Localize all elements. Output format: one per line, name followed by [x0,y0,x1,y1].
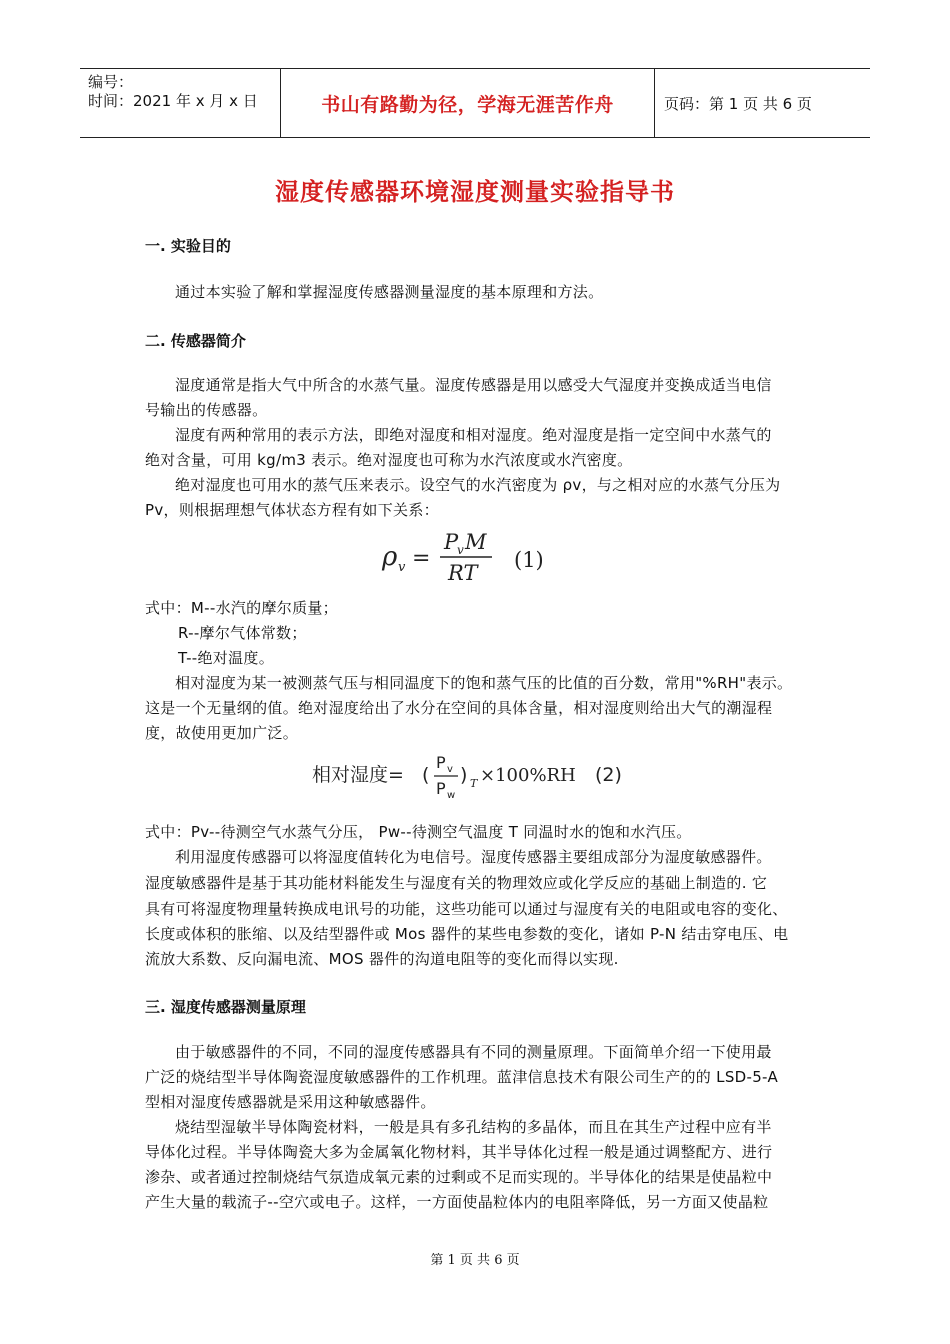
formula1-numerator-sub: v [457,543,464,557]
section-heading-intro: 二. 传感器简介 [145,332,246,350]
formula1-denominator: RT [448,561,478,585]
doc-code-label: 编号： [88,73,134,91]
formula-relative-humidity [310,748,650,804]
section-heading-purpose: 一. 实验目的 [145,237,231,255]
formula1-equals: = [412,546,431,571]
paragraph-line: 广泛的烧结型半导体陶瓷湿度敏感器件的工作机理。蓝津信息技术有限公司生产的的 LSD-5-A [145,1068,779,1086]
formula2-denominator: P [436,779,446,798]
paragraph-line: 具有可将湿度物理量转换成电讯号的功能，这些功能可以通过与湿度有关的电阻或电容的变化、 [145,900,788,918]
doc-time-label: 时间：2021 年 x 月 x 日 [88,92,258,110]
header-motto-cell [281,69,655,137]
formula2-close-paren: ) [460,764,468,786]
paragraph-line: 号输出的传感器。 [145,401,268,419]
paragraph-line: 导体化过程。半导体陶瓷大多为金属氧化物材料，其半导体化过程一般是通过调整配方、进行 [145,1143,773,1161]
paragraph-line: 湿度有两种常用的表示方法，即绝对湿度和相对湿度。绝对湿度是指一定空间中水蒸气的 [175,426,772,444]
formula2-denominator-sub: w [447,790,456,801]
section-heading-principle: 三. 湿度传感器测量原理 [145,998,306,1016]
header-page-cell [655,69,870,137]
paragraph-line: 利用湿度传感器可以将湿度值转化为电信号。湿度传感器主要组成部分为湿度敏感器件。 [175,848,772,866]
formula2-numerator: P [436,753,446,772]
paragraph-line: 烧结型湿敏半导体陶瓷材料，一般是具有多孔结构的多晶体，而且在其生产过程中应有半 [175,1118,772,1136]
motto-text: 书山有路勤为径，学海无涯苦作舟 [321,93,614,116]
paragraph-line: R--摩尔气体常数； [178,624,307,642]
paragraph-line: 这是一个无量纲的值。绝对湿度给出了水分在空间的具体含量，相对湿度则给出大气的潮湿程 [145,699,773,717]
paragraph-line: 由于敏感器件的不同，不同的湿度传感器具有不同的测量原理。下面简单介绍一下使用最 [175,1043,772,1061]
formula2-close-sub: T [470,777,478,790]
paragraph-line: 式中：M--水汽的摩尔质量； [145,599,338,617]
paragraph-line: 通过本实验了解和掌握湿度传感器测量湿度的基本原理和方法。 [175,283,604,301]
paragraph-line: 产生大量的载流子--空穴或电子。这样，一方面使晶粒体内的电阻率降低，另一方面又使晶粒 [145,1193,769,1211]
formula1-lhs-sub: v [398,560,406,575]
formula2-numerator-sub: v [447,764,453,775]
formula2-tag: (2) [595,764,622,786]
page-footer: 第 1 页 共 6 页 [430,1253,520,1268]
paragraph-line: Pv，则根据理想气体状态方程有如下关系： [145,501,439,519]
header-meta-cell [80,69,281,137]
paragraph-line: 型相对湿度传感器就是采用这种敏感器件。 [145,1093,436,1111]
header-table [80,68,870,138]
formula1-tag: (1) [514,548,544,572]
formula1-numerator-tail: M [465,530,487,554]
paragraph-line: 长度或体积的胀缩、以及结型器件或 Mos 器件的某些电参数的变化，诸如 P-N 结击穿电压、电 [145,925,789,943]
paragraph-line: 绝对含量，可用 kg/m3 表示。绝对湿度也可称为水汽浓度或水汽密度。 [145,451,633,469]
paragraph-line: 流放大系数、反向漏电流、MOS 器件的沟道电阻等的变化而得以实现. [145,950,619,968]
paragraph-line: 湿度敏感器件是基于其功能材料能发生与湿度有关的物理效应或化学反应的基础上制造的. 它 [145,874,768,892]
paragraph-line: 绝对湿度也可用水的蒸气压来表示。设空气的水汽密度为 ρv，与之相对应的水蒸气分压为 [175,476,781,494]
paragraph-line: 式中：Pv--待测空气水蒸气分压， Pw--待测空气温度 T 同温时水的饱和水汽压。 [145,823,692,841]
paragraph-line: 湿度通常是指大气中所含的水蒸气量。湿度传感器是用以感受大气湿度并变换成适当电信 [175,376,772,394]
formula2-lhs: 相对湿度= [312,764,404,786]
paragraph-line: 相对湿度为某一被测蒸气压与相同温度下的饱和蒸气压的比值的百分数，常用"%RH"表示。 [175,674,793,692]
formula2-tail: ×100%RH [480,765,576,786]
formula-vapor-density [380,525,580,587]
page-info: 页码：第 1 页 共 6 页 [664,94,812,113]
document-title: 湿度传感器环境湿度测量实验指导书 [275,177,675,206]
paragraph-line: 度，故使用更加广泛。 [145,724,299,742]
formula1-numerator: P [444,530,459,554]
formula2-open-paren: ( [422,764,430,786]
paragraph-line: 渗杂、或者通过控制烧结气氛造成氧元素的过剩或不足而实现的。半导体化的结果是使晶粒中 [145,1168,773,1186]
paragraph-line: T--绝对温度。 [178,649,275,667]
formula1-lhs: ρ [382,542,398,572]
